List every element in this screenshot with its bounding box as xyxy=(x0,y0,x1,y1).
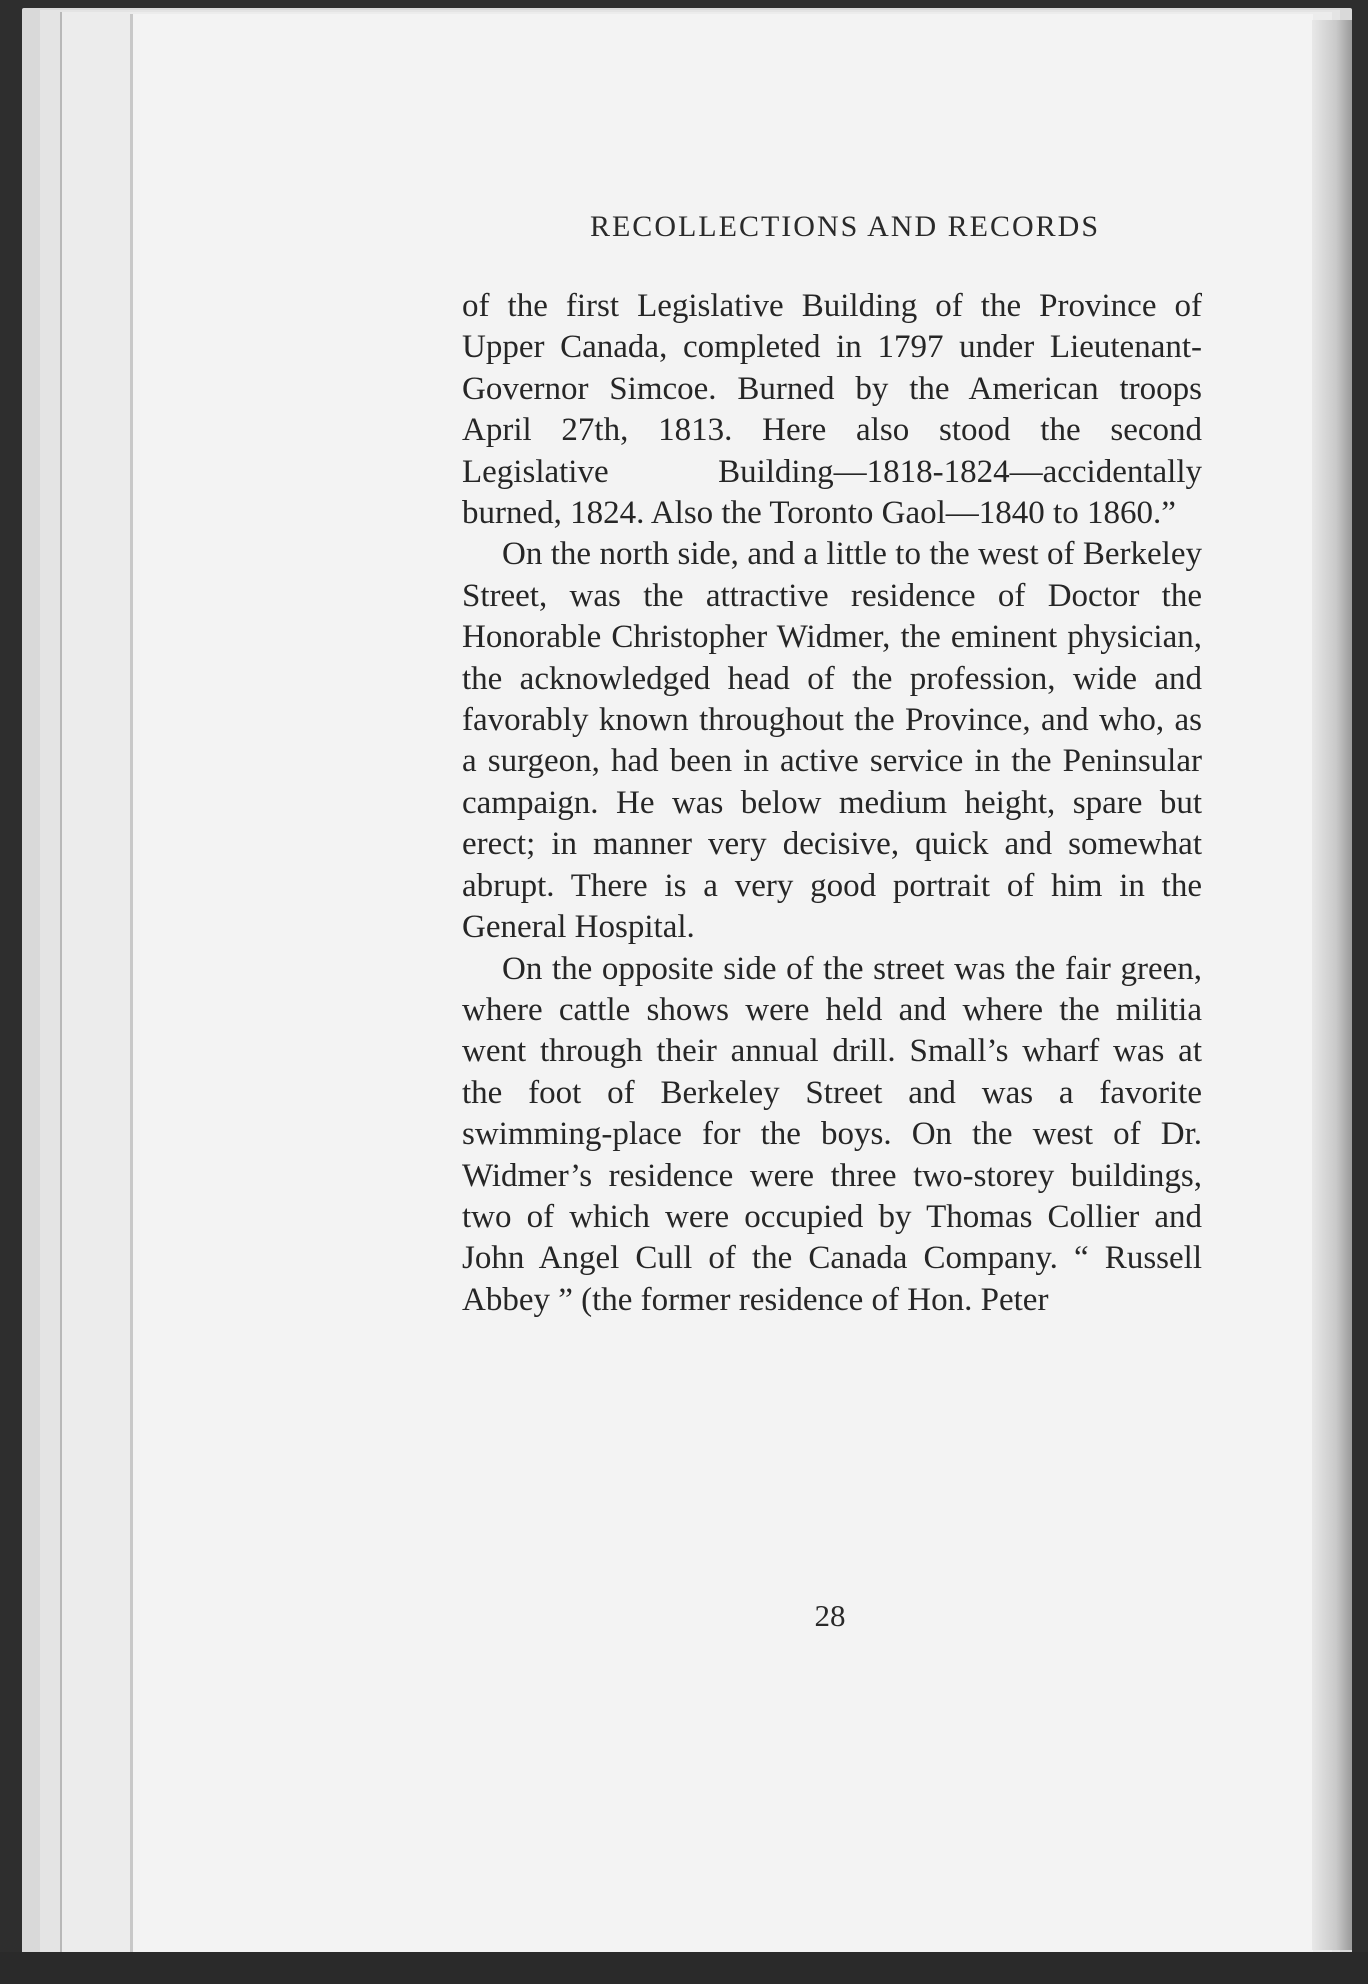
paragraph: On the north side, and a little to the west of Berkeley Street, was the attractive residence of Doctor the Honorable Christopher Widmer, the eminent physician, the acknowledged head of the profession, wide and favorably known throughout the Province, and who, as a surgeon, had been in active service in the Peninsular campaign. He was below medium height, spare but erect; in manner very decisive, quick and somewhat abrupt. There is a very good portrait of him in the General Hospital. xyxy=(462,536,1202,946)
page-right-edge xyxy=(1312,20,1352,1950)
page-number: 28 xyxy=(814,1598,846,1633)
running-title: RECOLLECTIONS AND RECORDS xyxy=(589,210,1101,243)
body-text xyxy=(462,286,1202,1321)
paragraph: of the first Legislative Building of the Province of Upper Canada, completed in 1797 under Lieutenant-Governor Simcoe. Burned by the American troops April 27th, 1813. Here also stood the second Legislative Building—1818-1824—accidentally burned, 1824. Also the Toronto Gaol—1840 to 1860.” xyxy=(462,288,1202,532)
paragraph: On the opposite side of the street was the fair green, where cattle shows were held and where the militia went through their annual drill. Small’s wharf was at the foot of Berkeley Street and was a favorite swimming-place for the boys. On the west of Dr. Widmer’s residence were three two-storey buildings, two of which were occupied by Thomas Collier and John Angel Cull of the Canada Company. “ Russell Abbey ” (the former residence of Hon. Peter xyxy=(462,950,1202,1318)
scan-bottom-shadow xyxy=(0,1952,1368,1984)
